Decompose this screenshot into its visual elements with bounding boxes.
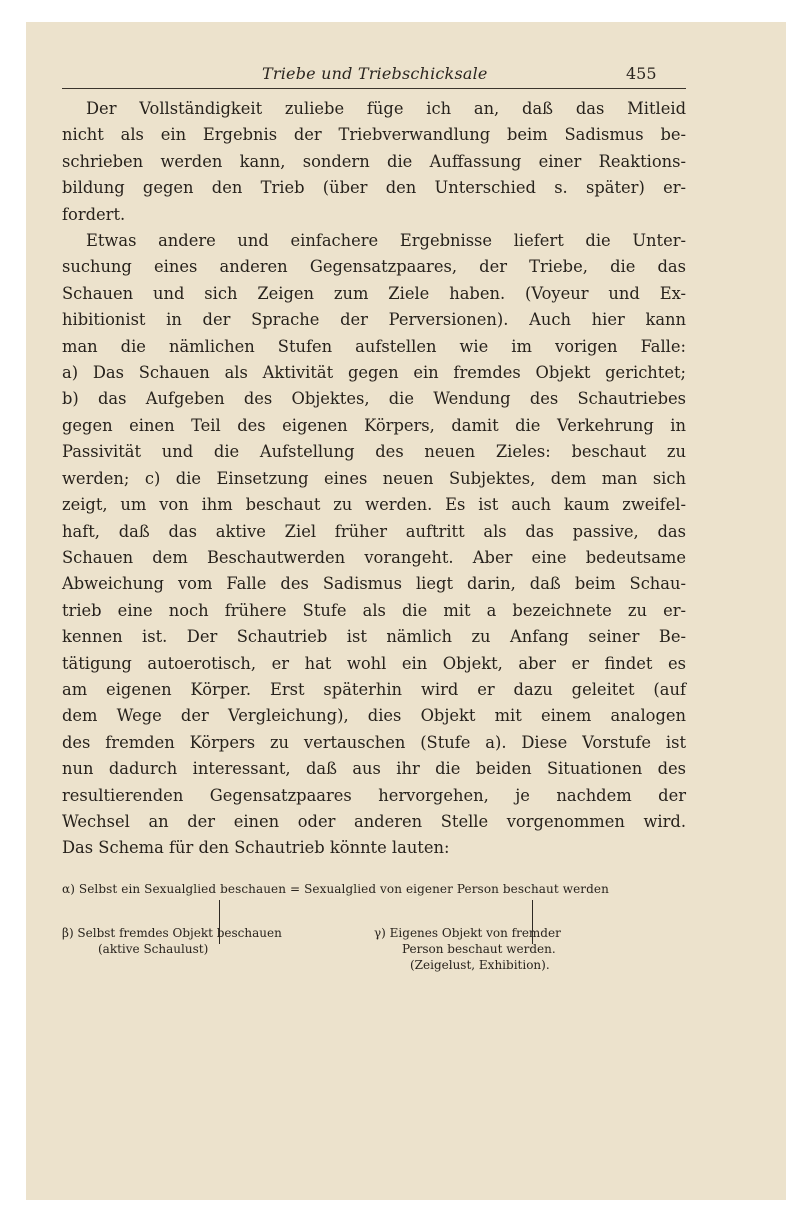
text-line: Schauen und sich Zeigen zum Ziele haben. (Voyeur und Ex- xyxy=(62,283,686,303)
body-text xyxy=(62,96,686,862)
schema-alpha-line: α) Selbst ein Sexualglied beschauen = Sexualglied von eigener Person beschaut werden xyxy=(62,882,609,896)
paragraph-mitleid xyxy=(62,96,686,228)
text-line: werden; c) die Einsetzung eines neuen Subjektes, dem man sich xyxy=(62,468,686,488)
text-line: haft, daß das aktive Ziel früher auftritt als das passive, das xyxy=(62,521,686,541)
text-line: schrieben werden kann, sondern die Auffassung einer Reaktions- xyxy=(62,151,686,171)
text-line: am eigenen Körper. Erst späterhin wird er dazu geleitet (auf xyxy=(62,679,686,699)
running-header-title: Triebe und Triebschicksale xyxy=(262,64,488,83)
header-rule xyxy=(62,88,686,89)
text-line: dem Wege der Vergleichung), dies Objekt mit einem analogen xyxy=(62,706,686,726)
schautrieb-schema xyxy=(62,878,702,1008)
text-line: a) Das Schauen als Aktivität gegen ein fremdes Objekt gerichtet; xyxy=(62,363,686,383)
schema-beta-note: (aktive Schaulust) xyxy=(98,942,209,956)
text-line: b) das Aufgeben des Objektes, die Wendung des Schautriebes xyxy=(62,389,686,409)
text-line: Wechsel an der einen oder anderen Stelle vorgenommen wird. xyxy=(62,811,686,831)
text-line: Der Vollständigkeit zuliebe füge ich an, daß das Mitleid xyxy=(86,99,686,118)
text-line: fordert. xyxy=(62,204,126,224)
text-line: kennen ist. Der Schautrieb ist nämlich zu Anfang seiner Be- xyxy=(62,627,686,647)
text-line: zeigt, um von ihm beschaut zu werden. Es ist auch kaum zweifel- xyxy=(62,495,686,515)
text-line: Schauen dem Beschautwerden vorangeht. Aber eine bedeutsame xyxy=(62,547,686,567)
text-line: suchung eines anderen Gegensatzpaares, der Triebe, die das xyxy=(62,257,686,277)
text-line: gegen einen Teil des eigenen Körpers, damit die Verkehrung in xyxy=(62,415,686,435)
schema-gamma-line: γ) Eigenes Objekt von fremder xyxy=(374,926,561,940)
text-line: nicht als ein Ergebnis der Triebverwandlung beim Sadismus be- xyxy=(62,125,686,145)
text-line: Das Schema für den Schautrieb könnte lauten: xyxy=(62,838,450,858)
page-number: 455 xyxy=(626,64,657,83)
text-line: Passivität und die Aufstellung des neuen Zieles: beschaut zu xyxy=(62,442,686,462)
text-line: nun dadurch interessant, daß aus ihr die beiden Situationen des xyxy=(62,759,686,779)
text-line: resultierenden Gegensatzpaares hervorgehen, je nachdem der xyxy=(62,785,686,805)
schema-gamma-note: (Zeigelust, Exhibition). xyxy=(410,958,550,972)
schema-beta-line: β) Selbst fremdes Objekt beschauen xyxy=(62,926,282,940)
text-line: Abweichung vom Falle des Sadismus liegt darin, daß beim Schau- xyxy=(62,574,686,594)
text-line: des fremden Körpers zu vertauschen (Stufe a). Diese Vorstufe ist xyxy=(62,732,686,752)
schema-gamma-line-2: Person beschaut werden. xyxy=(402,942,556,956)
paragraph-schautrieb xyxy=(62,228,686,862)
text-line: tätigung autoerotisch, er hat wohl ein Objekt, aber er findet es xyxy=(62,653,686,673)
text-line: hibitionist in der Sprache der Perversionen). Auch hier kann xyxy=(62,310,686,330)
text-line: bildung gegen den Trieb (über den Unterschied s. später) er- xyxy=(62,178,686,198)
text-line: man die nämlichen Stufen aufstellen wie im vorigen Falle: xyxy=(62,336,686,356)
text-line: trieb eine noch frühere Stufe als die mit a bezeichnete zu er- xyxy=(62,600,686,620)
text-line: Etwas andere und einfachere Ergebnisse liefert die Unter- xyxy=(86,231,686,251)
